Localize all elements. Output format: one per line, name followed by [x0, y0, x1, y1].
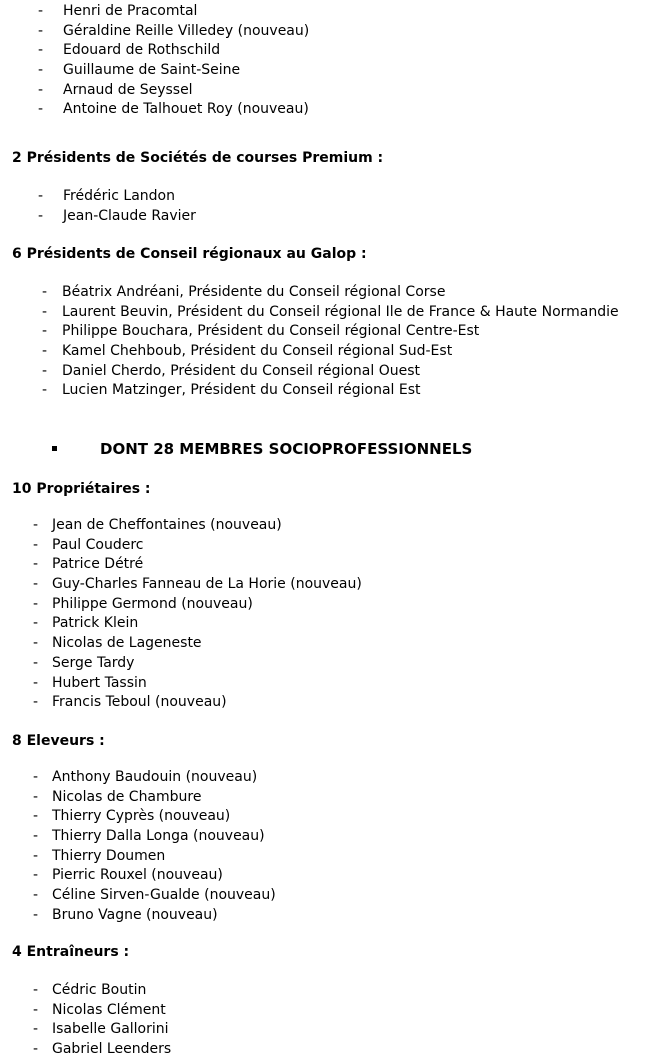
dash-bullet-icon: -	[33, 595, 39, 612]
dash-bullet-icon: -	[38, 3, 44, 19]
dash-bullet-icon: -	[33, 556, 39, 573]
dash-bullet-icon: -	[42, 343, 48, 360]
dash-bullet-icon: -	[33, 887, 39, 904]
dash-bullet-icon: -	[42, 303, 48, 320]
dash-bullet-icon: -	[42, 362, 48, 379]
societes-courses-heading: 2 Présidents de Sociétés de courses Premium :	[12, 150, 384, 166]
dash-bullet-icon: -	[33, 867, 39, 884]
dash-bullet-icon: -	[42, 284, 48, 300]
list-item-text: Thierry Cyprès (nouveau)	[52, 808, 231, 825]
dash-bullet-icon: -	[33, 1021, 39, 1038]
dash-bullet-icon: -	[33, 808, 39, 825]
dash-bullet-icon: -	[38, 207, 44, 224]
proprietaires-heading: 10 Propriétaires :	[12, 481, 151, 497]
list-item-text: Kamel Chehboub, Président du Conseil régional Sud-Est	[62, 343, 453, 360]
list-item-text: Jean-Claude Ravier	[63, 207, 196, 224]
dash-bullet-icon: -	[38, 188, 44, 204]
list-item-text: Guillaume de Saint-Seine	[63, 62, 241, 79]
dash-bullet-icon: -	[33, 654, 39, 671]
socioprofessionnels-heading-text: DONT 28 MEMBRES SOCIOPROFESSIONNELS	[100, 440, 473, 458]
list-item-text: Thierry Doumen	[52, 847, 166, 864]
dash-bullet-icon: -	[33, 1001, 39, 1018]
dash-bullet-icon: -	[33, 906, 39, 923]
dash-bullet-icon: -	[33, 694, 39, 711]
list-item-text: Patrick Klein	[52, 615, 139, 632]
dash-bullet-icon: -	[33, 828, 39, 845]
eleveurs-heading: 8 Eleveurs :	[12, 733, 105, 749]
dash-bullet-icon: -	[42, 382, 48, 399]
list-item-text: Laurent Beuvin, Président du Conseil régional Ile de France & Haute Normandie	[62, 303, 619, 320]
list-item-text: Céline Sirven-Gualde (nouveau)	[52, 887, 276, 904]
list-item-text: Jean de Cheffontaines (nouveau)	[52, 517, 282, 533]
list-item-text: Nicolas de Chambure	[52, 788, 202, 805]
list-item-text: Edouard de Rothschild	[63, 42, 221, 59]
list-item-text: Nicolas Clément	[52, 1001, 166, 1018]
list-item-text: Nicolas de Lageneste	[52, 635, 202, 652]
dash-bullet-icon: -	[33, 615, 39, 632]
list-item-text: Francis Teboul (nouveau)	[52, 694, 227, 711]
list-item-text: Arnaud de Seyssel	[63, 81, 193, 98]
dash-bullet-icon: -	[33, 576, 39, 593]
list-item-text: Daniel Cherdo, Président du Conseil régional Ouest	[62, 362, 420, 379]
conseils-regionaux-heading: 6 Présidents de Conseil régionaux au Galop :	[12, 246, 367, 262]
list-item-text: Philippe Germond (nouveau)	[52, 595, 253, 612]
list-item-text: Cédric Boutin	[52, 982, 147, 998]
list-item-text: Frédéric Landon	[63, 188, 175, 204]
list-item-text: Antoine de Talhouet Roy (nouveau)	[63, 101, 309, 118]
list-item-text: Lucien Matzinger, Président du Conseil régional Est	[62, 382, 421, 399]
list-item-text: Hubert Tassin	[52, 674, 147, 691]
entraineurs-heading: 4 Entraîneurs :	[12, 944, 130, 960]
dash-bullet-icon: -	[33, 982, 39, 998]
dash-bullet-icon: -	[33, 788, 39, 805]
list-item-text: Bruno Vagne (nouveau)	[52, 906, 218, 923]
dash-bullet-icon: -	[33, 674, 39, 691]
list-item-text: Philippe Bouchara, Président du Conseil régional Centre-Est	[62, 323, 480, 340]
list-item-text: Thierry Dalla Longa (nouveau)	[52, 828, 265, 845]
dash-bullet-icon: -	[33, 517, 39, 533]
dash-bullet-icon: -	[42, 323, 48, 340]
dash-bullet-icon: -	[38, 81, 44, 98]
list-item-text: Guy-Charles Fanneau de La Horie (nouveau)	[52, 576, 362, 593]
list-item-text: Pierric Rouxel (nouveau)	[52, 867, 223, 884]
socioprofessionnels-heading	[52, 439, 472, 459]
dash-bullet-icon: -	[33, 536, 39, 553]
square-bullet-icon	[52, 446, 57, 451]
dash-bullet-icon: -	[38, 42, 44, 59]
list-item-text: Béatrix Andréani, Présidente du Conseil régional Corse	[62, 284, 446, 300]
dash-bullet-icon: -	[38, 62, 44, 79]
list-item-text: Géraldine Reille Villedey (nouveau)	[63, 22, 310, 39]
list-item-text: Serge Tardy	[52, 654, 135, 671]
list-item-text: Anthony Baudouin (nouveau)	[52, 769, 258, 785]
dash-bullet-icon: -	[33, 847, 39, 864]
list-item-text: Isabelle Gallorini	[52, 1021, 169, 1038]
list-item-text: Paul Couderc	[52, 536, 144, 553]
dash-bullet-icon: -	[33, 1041, 39, 1058]
dash-bullet-icon: -	[33, 769, 39, 785]
dash-bullet-icon: -	[38, 22, 44, 39]
list-item-text: Henri de Pracomtal	[63, 3, 198, 19]
list-item-text: Gabriel Leenders	[52, 1041, 172, 1058]
list-item-text: Patrice Détré	[52, 556, 144, 573]
dash-bullet-icon: -	[33, 635, 39, 652]
dash-bullet-icon: -	[38, 101, 44, 118]
